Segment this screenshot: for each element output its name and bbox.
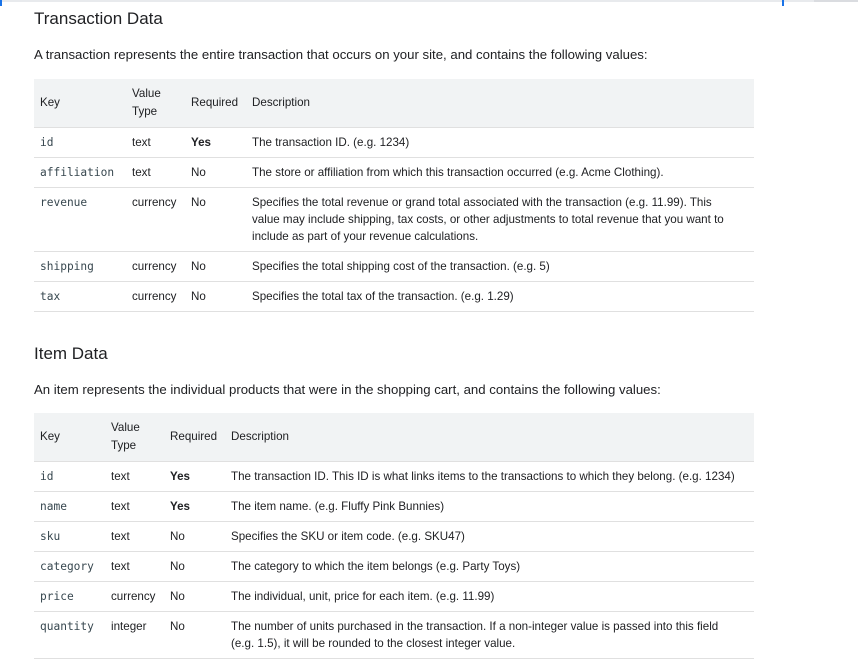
cell-value-type: currency — [105, 582, 164, 612]
item-table-body — [34, 462, 754, 659]
cell-description: The number of units purchased in the transaction. If a non-integer value is passed into this field (e.g. 1.5), it will be rounded to the closest integer value. — [225, 612, 754, 659]
header-value-type: Value Type — [126, 79, 185, 128]
cell-key: quantity — [34, 612, 105, 659]
table-row — [34, 522, 754, 552]
cell-value-type: text — [105, 462, 164, 492]
cell-required: No — [185, 252, 246, 282]
table-header-row — [34, 79, 754, 128]
top-border-segment — [814, 0, 858, 2]
cell-required: Yes — [164, 462, 225, 492]
cell-key: shipping — [34, 252, 126, 282]
cell-value-type: currency — [126, 282, 185, 312]
cell-value-type: currency — [126, 252, 185, 282]
header-required: Required — [185, 79, 246, 128]
cell-value-type: text — [105, 492, 164, 522]
header-description: Description — [225, 413, 754, 462]
cell-value-type: text — [105, 552, 164, 582]
cell-description: The transaction ID. (e.g. 1234) — [246, 128, 754, 158]
cell-required: No — [164, 522, 225, 552]
item-data-heading: Item Data — [34, 344, 108, 363]
cell-key: price — [34, 582, 105, 612]
table-row — [34, 188, 754, 252]
table-header-row — [34, 413, 754, 462]
cell-value-type: text — [126, 158, 185, 188]
cell-key: id — [34, 462, 105, 492]
top-border — [0, 0, 858, 2]
cell-key: affiliation — [34, 158, 126, 188]
item-data-table — [34, 413, 754, 659]
top-border-marker-right — [782, 0, 784, 6]
cell-description: The category to which the item belongs (e.g. Party Toys) — [225, 552, 754, 582]
table-row — [34, 252, 754, 282]
cell-required: No — [164, 612, 225, 659]
cell-description: Specifies the SKU or item code. (e.g. SKU47) — [225, 522, 754, 552]
header-value-type: Value Type — [105, 413, 164, 462]
table-row — [34, 158, 754, 188]
transaction-data-heading: Transaction Data — [34, 9, 163, 28]
table-row — [34, 462, 754, 492]
header-key: Key — [34, 413, 105, 462]
cell-description: The store or affiliation from which this transaction occurred (e.g. Acme Clothing). — [246, 158, 754, 188]
cell-key: id — [34, 128, 126, 158]
cell-required: Yes — [164, 492, 225, 522]
cell-description: The transaction ID. This ID is what links items to the transactions to which they belong. (e.g. 1234) — [225, 462, 754, 492]
cell-required: No — [185, 158, 246, 188]
cell-required: Yes — [185, 128, 246, 158]
cell-description: Specifies the total tax of the transaction. (e.g. 1.29) — [246, 282, 754, 312]
cell-key: category — [34, 552, 105, 582]
table-row — [34, 282, 754, 312]
transaction-data-intro: A transaction represents the entire transaction that occurs on your site, and contains the following values: — [34, 47, 648, 62]
cell-description: Specifies the total revenue or grand total associated with the transaction (e.g. 11.99). This value may include shipping, tax costs, or other adjustments to total revenue that you want to include as part of your revenue calculations. — [246, 188, 754, 252]
cell-required: No — [164, 552, 225, 582]
table-row — [34, 612, 754, 659]
top-border-marker-left — [0, 0, 2, 6]
cell-value-type: integer — [105, 612, 164, 659]
table-row — [34, 582, 754, 612]
cell-value-type: text — [126, 128, 185, 158]
item-data-intro: An item represents the individual products that were in the shopping cart, and contains the following values: — [34, 382, 661, 397]
cell-description: The individual, unit, price for each item. (e.g. 11.99) — [225, 582, 754, 612]
cell-required: No — [185, 282, 246, 312]
cell-required: No — [185, 188, 246, 252]
cell-key: name — [34, 492, 105, 522]
cell-description: The item name. (e.g. Fluffy Pink Bunnies) — [225, 492, 754, 522]
cell-value-type: currency — [126, 188, 185, 252]
table-row — [34, 128, 754, 158]
header-description: Description — [246, 79, 754, 128]
transaction-table-body — [34, 128, 754, 312]
header-key: Key — [34, 79, 126, 128]
cell-description: Specifies the total shipping cost of the transaction. (e.g. 5) — [246, 252, 754, 282]
cell-required: No — [164, 582, 225, 612]
transaction-data-table — [34, 79, 754, 312]
cell-key: revenue — [34, 188, 126, 252]
header-required: Required — [164, 413, 225, 462]
cell-value-type: text — [105, 522, 164, 552]
cell-key: sku — [34, 522, 105, 552]
cell-key: tax — [34, 282, 126, 312]
table-row — [34, 492, 754, 522]
table-row — [34, 552, 754, 582]
